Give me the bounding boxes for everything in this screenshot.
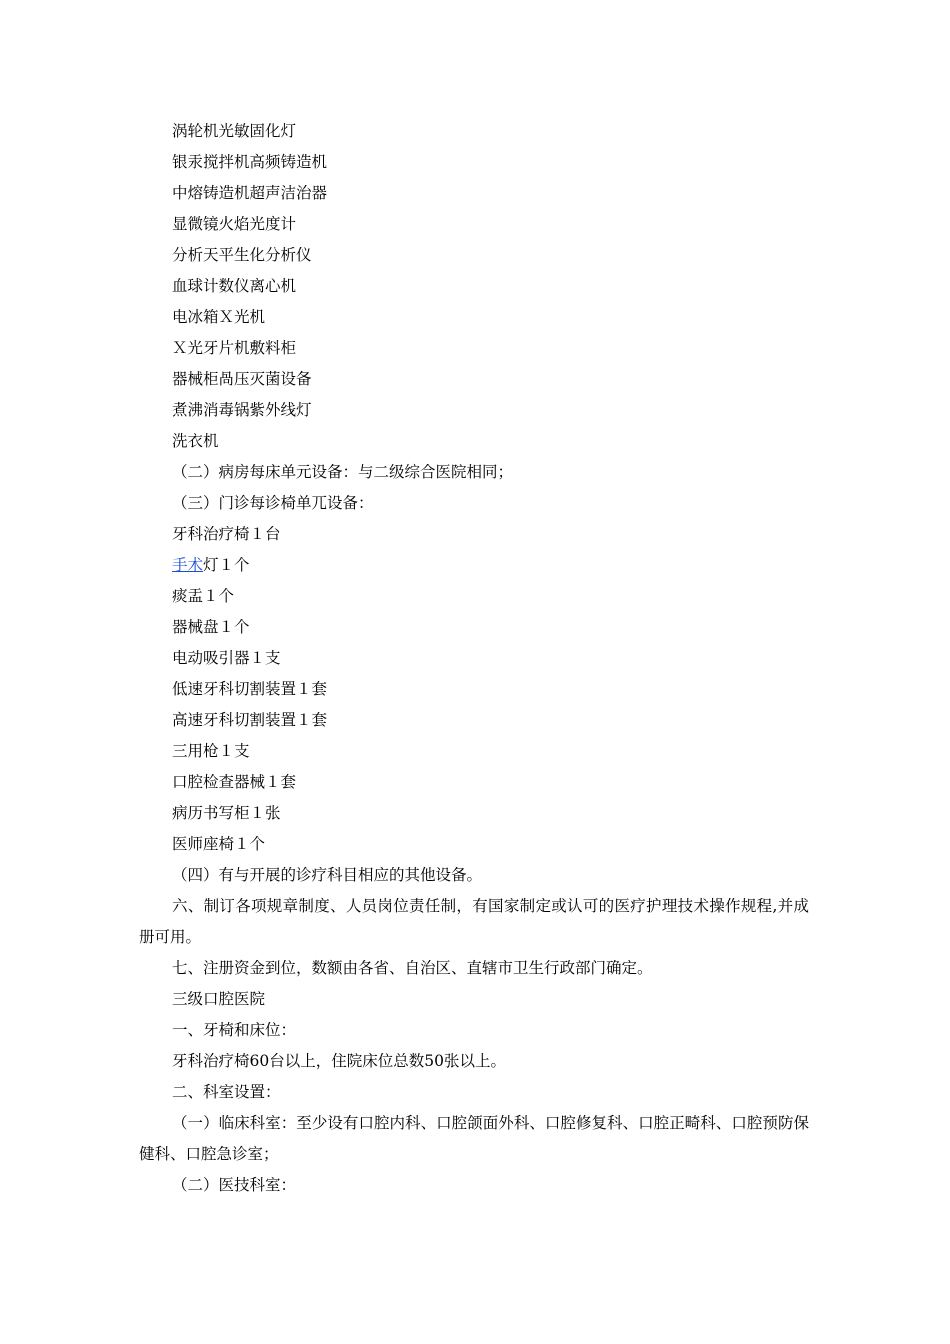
heading-departments: 二、科室设置： [172,1083,281,1101]
surgical-lamp-rest: 灯１个 [203,556,250,574]
section-other-equipment: （四）有与开展的诊疗科目相应的其他设备。 [172,866,483,884]
chair-item: 医师座椅１个 [172,835,266,853]
equipment-line: 器械柜咼压灭菌设备 [172,370,312,388]
paragraph-clinical-departments: （一）临床科室：至少设有口腔内科、口腔颌面外科、口腔修复科、口腔正畸科、口腔预防保健科、口腔急诊室； [139,1114,809,1163]
equipment-line: 银汞搅拌机高频铸造机 [172,153,328,171]
equipment-line: Ｘ光牙片机敷料柜 [172,339,297,357]
surgery-link[interactable]: 手术 [172,556,204,574]
equipment-line: 显微镜火焰光度计 [172,215,297,233]
equipment-line: 洗衣机 [172,432,219,450]
chair-item: 牙科治疗椅１台 [172,525,281,543]
equipment-line: 电冰箱Ｘ光机 [172,308,266,326]
paragraph-rules: 六、制订各项规章制度、人员岗位责任制，有国家制定或认可的医疗护理技术操作规程,并成册可用。 [139,897,809,946]
chair-item: 低速牙科切割装置１套 [172,680,328,698]
equipment-line: 煮沸消毒锅紫外线灯 [172,401,312,419]
equipment-line: 中熔铸造机超声洁治器 [172,184,328,202]
chair-item: 病历书写柜１张 [172,804,281,822]
chair-item: 高速牙科切割装置１套 [172,711,328,729]
equipment-line: 涡轮机光敏固化灯 [172,122,297,140]
chair-item-surgical-lamp [139,550,809,581]
chair-item: 口腔检查器械１套 [172,773,297,791]
heading-tertiary-hospital: 三级口腔医院 [172,990,266,1008]
heading-chairs-beds: 一、牙椅和床位： [172,1021,297,1039]
document-body [139,116,809,1201]
chair-item: 三用枪１支 [172,742,250,760]
chairs-beds-detail: 牙科治疗椅60台以上，住院床位总数50张以上。 [172,1052,506,1070]
section-clinic-chair-equipment: （三）门诊每诊椅单兀设备： [172,494,374,512]
paragraph-capital: 七、注册资金到位，数额由各省、自治区、直辖市卫生行政部门确定。 [172,959,653,977]
heading-medical-tech-departments: （二）医技科室： [172,1176,297,1194]
chair-item: 痰盂１个 [172,587,235,605]
equipment-line: 分析天平生化分析仪 [172,246,312,264]
chair-item: 器械盘１个 [172,618,250,636]
chair-item: 电动吸引器１支 [172,649,281,667]
section-ward-equipment: （二）病房每床单元设备：与二级综合医院相同； [172,463,514,481]
equipment-line: 血球计数仪离心机 [172,277,297,295]
